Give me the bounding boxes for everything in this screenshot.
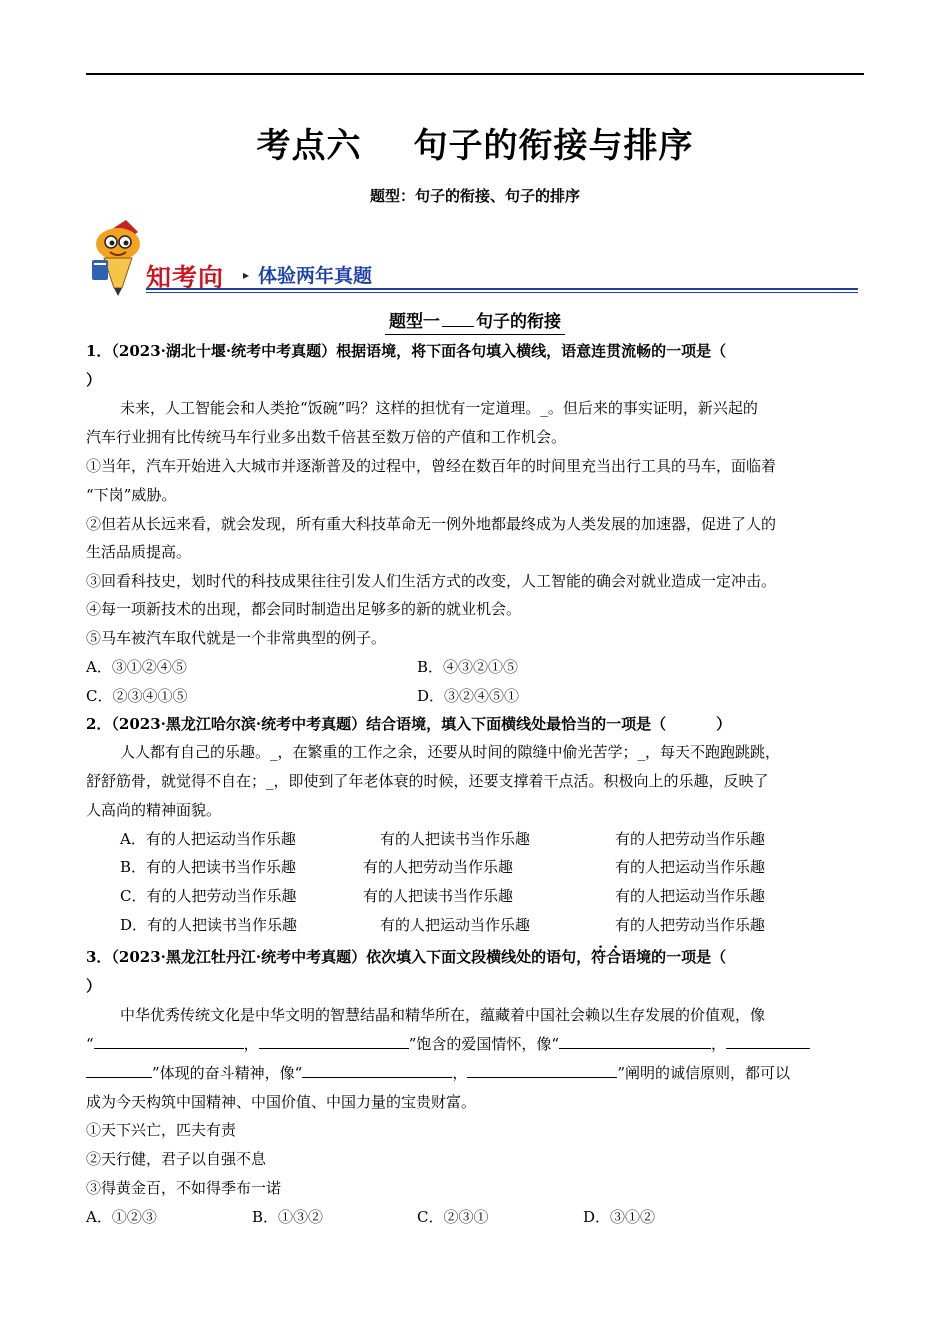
q3-sentence-3: ③得黄金百，不如得季布一诺 [86, 1179, 282, 1197]
q3-blank-3[interactable] [559, 1034, 711, 1049]
q2-option-a-part: 有的人把读书当作乐趣 [380, 830, 531, 848]
q3-passage-line: 中华优秀传统文化是中华文明的智慧结晶和精华所在，蕴藏着中国社会赖以生存发展的价值观，像 [120, 1006, 766, 1024]
q3-passage-text: ”体现的奋斗精神，像“ [152, 1064, 303, 1082]
q1-stem-end: ） [86, 371, 102, 389]
q1-sentence-2-cont: 生活品质提高。 [86, 543, 192, 561]
q3-blank-6[interactable] [467, 1063, 617, 1078]
section-part1: 题型一 [387, 312, 442, 335]
q2-option-a[interactable]: A．有的人把运动当作乐趣 [120, 830, 296, 848]
q3-passage-line: 成为今天构筑中国精神、中国价值、中国力量的宝贵财富。 [86, 1093, 477, 1111]
banner-title: 知考向 [146, 263, 225, 292]
q2-passage-line: 舒舒筋骨，就觉得不自在；_，即使到了年老体衰的时候，还要支撑着干点活。积极向上的乐趣，反映了 [86, 772, 769, 790]
q3-passage-line [86, 1034, 810, 1054]
title-part1: 考点六 [256, 126, 362, 166]
q2-option-a-part: 有的人把劳动当作乐趣 [615, 830, 766, 848]
q1-sentence-1-cont: “下岗”威胁。 [86, 486, 177, 504]
q3-stem-text: 3．（2023·黑龙江牡丹江·统考中考真题）依次填入下面文段横线处的语句， [86, 948, 592, 966]
q2-option-c[interactable]: C．有的人把劳动当作乐趣 [120, 887, 297, 905]
q3-option-c[interactable]: C．②③① [417, 1208, 489, 1226]
q2-option-d-part: 有的人把劳动当作乐趣 [615, 916, 766, 934]
q2-option-c-part: 有的人把读书当作乐趣 [363, 887, 514, 905]
q2-option-b[interactable]: B．有的人把读书当作乐趣 [120, 858, 297, 876]
q1-stem: 1．（2023·湖北十堰·统考中考真题）根据语境，将下面各句填入横线，语意连贯流畅的一项是（ [86, 342, 727, 360]
q3-comma: ， [711, 1035, 727, 1053]
q3-option-a[interactable]: A．①②③ [86, 1208, 157, 1226]
q3-blank-2[interactable] [259, 1034, 409, 1049]
q1-option-c[interactable]: C．②③④①⑤ [86, 687, 188, 705]
title-part2: 句子的衔接与排序 [413, 126, 694, 166]
q2-option-c-part: 有的人把运动当作乐趣 [615, 887, 766, 905]
q2-passage-line: 人人都有自己的乐趣。_，在繁重的工作之余，还要从时间的隙缝中偷光苦学；_，每天不跑跑跳跳， [120, 743, 781, 761]
section-banner [86, 208, 858, 298]
q3-blank-1[interactable] [94, 1034, 244, 1049]
banner-rule [146, 288, 858, 290]
section-part2: 句子的衔接 [474, 312, 563, 335]
q1-sentence-5: ⑤马车被汽车取代就是一个非常典型的例子。 [86, 629, 387, 647]
q2-option-b-part: 有的人把运动当作乐趣 [615, 858, 766, 876]
q2-option-b-part: 有的人把劳动当作乐趣 [363, 858, 514, 876]
page-title [0, 118, 950, 167]
q1-passage-line: 未来，人工智能会和人类抢“饭碗”吗？这样的担忧有一定道理。_。但后来的事实证明，新兴起的 [120, 399, 758, 417]
q3-passage-line [86, 1063, 790, 1083]
q3-comma: ， [452, 1064, 468, 1082]
q1-sentence-2: ②但若从长远来看，就会发现，所有重大科技革命无一例外地都最终成为人类发展的加速器，促进了人的 [86, 515, 777, 533]
q3-sentence-2: ②天行健，君子以自强不息 [86, 1150, 267, 1168]
q3-blank-4-cont[interactable] [86, 1063, 152, 1078]
q3-option-d[interactable]: D．③①② [583, 1208, 656, 1226]
q2-stem [86, 714, 731, 734]
q3-stem-emphasis: 符 [591, 948, 607, 966]
q1-sentence-1: ①当年，汽车开始进入大城市并逐渐普及的过程中，曾经在数百年的时间里充当出行工具的马车，面临着 [86, 457, 777, 475]
q2-option-d-part: 有的人把运动当作乐趣 [380, 916, 531, 934]
q3-stem-end: ） [86, 977, 102, 995]
q2-passage-line: 人高尚的精神面貌。 [86, 801, 222, 819]
q3-sentence-1: ①天下兴亡，匹夫有责 [86, 1121, 237, 1139]
q3-stem-emphasis: 合 [606, 948, 622, 966]
q3-passage-text: ”饱含的爱国情怀，像“ [408, 1035, 560, 1053]
banner-arrow-icon: ▸ [243, 268, 250, 282]
header-rule [86, 73, 864, 75]
q2-option-d[interactable]: D．有的人把读书当作乐趣 [120, 916, 298, 934]
q3-blank-4[interactable] [726, 1034, 810, 1049]
q2-stem-text: 2．（2023·黑龙江哈尔滨·统考中考真题）结合语境，填入下面横线处最恰当的一项是（ [86, 715, 667, 733]
q3-passage-text: ”阐明的诚信原则，都可以 [617, 1064, 791, 1082]
q3-option-b[interactable]: B．①③② [252, 1208, 324, 1226]
q1-sentence-4: ④每一项新技术的出现，都会同时制造出足够多的新的就业机会。 [86, 600, 522, 618]
banner-rule-thin [146, 292, 858, 293]
banner-subtitle: 体验两年真题 [258, 265, 373, 287]
q1-option-d[interactable]: D．③②④⑤① [417, 687, 520, 705]
q1-sentence-3: ③回看科技史，划时代的科技成果往往引发人们生活方式的改变，人工智能的确会对就业造成一定冲击。 [86, 572, 777, 590]
q3-comma: ， [243, 1035, 259, 1053]
q1-passage-line: 汽车行业拥有比传统马车行业多出数千倍甚至数万倍的产值和工作机会。 [86, 428, 567, 446]
q1-option-a[interactable]: A．③①②④⑤ [86, 658, 187, 676]
section-heading [0, 307, 950, 332]
q3-blank-5[interactable] [302, 1063, 452, 1078]
q2-stem-end: ） [716, 715, 732, 733]
q3-stem-text: 语境的一项是（ [621, 948, 727, 966]
page-subtitle: 题型：句子的衔接、句子的排序 [369, 187, 580, 205]
q3-quote: “ [86, 1035, 94, 1053]
q3-stem [86, 947, 726, 967]
q1-option-b[interactable]: B．④③②①⑤ [417, 658, 519, 676]
